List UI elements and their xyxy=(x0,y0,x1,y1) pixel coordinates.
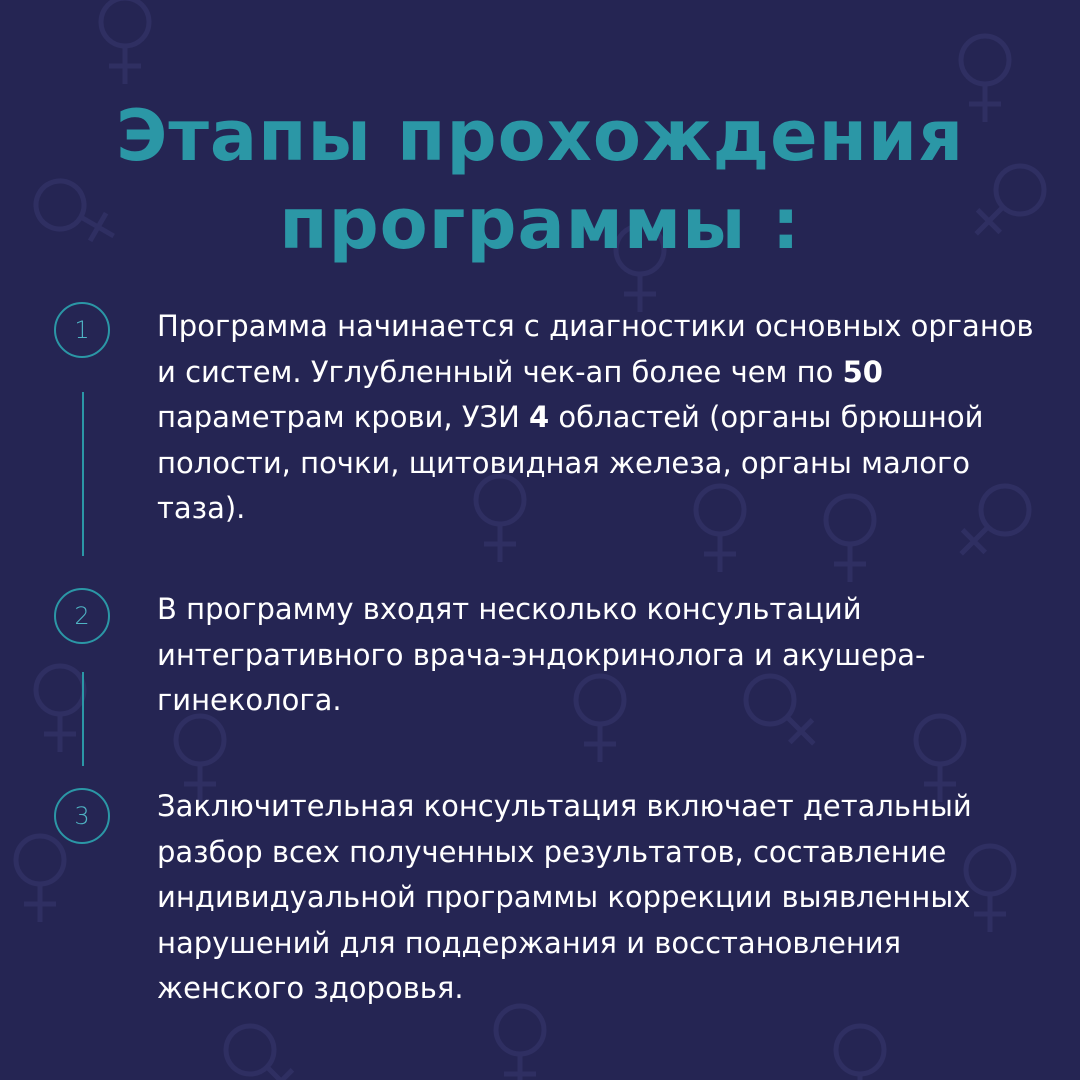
step-text-run: Заключительная консультация включает детальный разбор всех полученных результатов, составление индивидуальной программы коррекции выявленных нарушений для поддержания и восстановления женского здоровья. xyxy=(157,789,972,1005)
female-symbol-icon xyxy=(16,836,64,922)
female-symbol-icon xyxy=(496,1006,544,1080)
page-title-line2: программы : xyxy=(279,183,801,265)
step-text-run: областей (органы брюшной полости, почки, щитовидная железа, органы малого таза). xyxy=(157,400,984,525)
step-number-1: 1 xyxy=(54,302,110,358)
step-text-run: В программу входят несколько консультаций интегративного врача-эндокринолога и акушера-гинеколога. xyxy=(157,592,926,717)
step-text-2 xyxy=(157,587,1037,724)
female-symbol-icon xyxy=(836,1026,884,1080)
female-symbol-icon xyxy=(36,666,84,752)
step-number-2: 2 xyxy=(54,588,110,644)
step-text-highlight: 4 xyxy=(529,400,550,434)
step-number-3: 3 xyxy=(54,788,110,844)
step-text-highlight: 50 xyxy=(842,354,883,389)
female-symbol-icon xyxy=(101,0,149,84)
page-title xyxy=(0,92,1080,268)
step-text-run: Программа начинается с диагностики основных органов и систем. Углубленный чек-ап более чем по xyxy=(157,309,1034,389)
step-text-1 xyxy=(157,304,1037,532)
page-title-line1: Этапы прохождения xyxy=(115,95,965,177)
step-connector-line-2 xyxy=(82,672,84,766)
step-text-run: параметрам крови, УЗИ xyxy=(157,400,530,434)
step-connector-line-1 xyxy=(82,392,84,556)
step-text-3 xyxy=(157,784,1037,1012)
female-symbol-icon xyxy=(216,1016,311,1080)
